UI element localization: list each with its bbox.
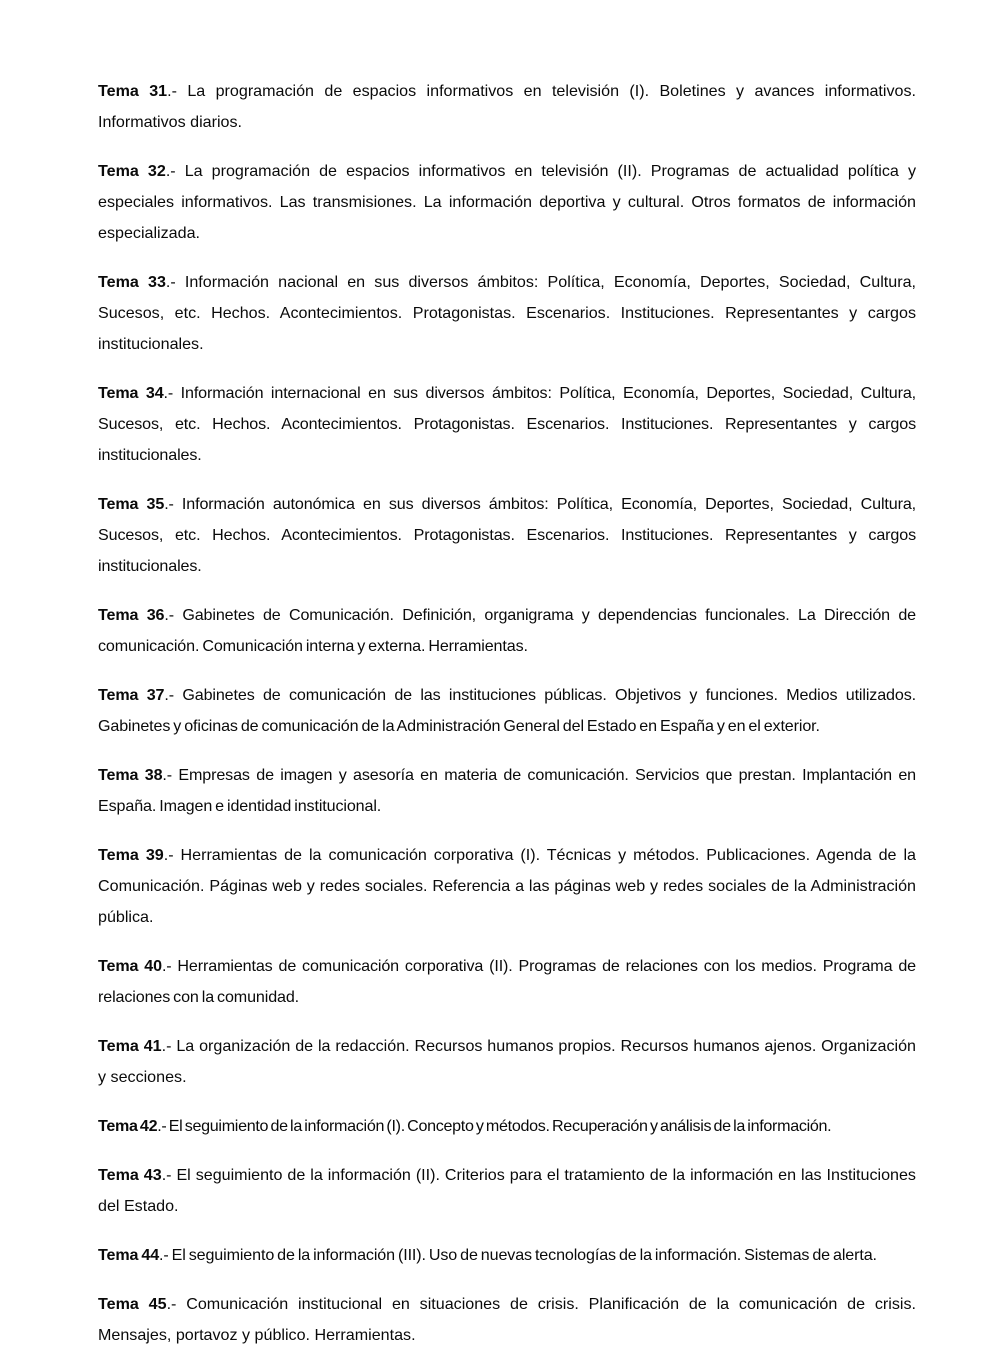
topic-paragraph (98, 680, 916, 742)
topic-text: .- La organización de la redacción. Recursos humanos propios. Recursos humanos ajenos. Organización y secciones. (98, 1037, 916, 1086)
topic-label: Tema 44 (98, 1246, 160, 1264)
topic-paragraph (98, 489, 916, 582)
topic-label: Tema 33 (98, 273, 166, 291)
topic-paragraph (98, 760, 916, 822)
topic-list (98, 76, 916, 1351)
topic-text: .- Información nacional en sus diversos ámbitos: Política, Economía, Deportes, Sociedad, Cultura, Sucesos, etc. Hechos. Acontecimientos. Protagonistas. Escenarios. Instituciones. Representantes y cargos institucionales. (98, 273, 916, 353)
topic-label: Tema 39 (98, 846, 164, 864)
topic-text: .- Información autonómica en sus diversos ámbitos: Política, Economía, Deportes, Sociedad, Cultura, Sucesos, etc. Hechos. Acontecimientos. Protagonistas. Escenarios. Instituciones. Representantes y cargos institucionales. (98, 495, 917, 575)
topic-label: Tema 34 (98, 384, 164, 402)
topic-label: Tema 43 (98, 1166, 162, 1184)
topic-label: Tema 41 (98, 1037, 162, 1055)
topic-text: .- Gabinetes de Comunicación. Definición, organigrama y dependencias funcionales. La Dirección de comunicación. Comunicación interna y externa. Herramientas. (98, 606, 917, 655)
topic-label: Tema 32 (98, 162, 166, 180)
topic-label: Tema 31 (98, 82, 168, 100)
topic-text: .- Empresas de imagen y asesoría en materia de comunicación. Servicios que prestan. Implantación en España. Imagen e identidad institucional. (98, 766, 916, 815)
topic-paragraph (98, 267, 916, 360)
topic-paragraph (98, 156, 916, 249)
topic-paragraph (98, 76, 916, 138)
topic-text: .- Herramientas de comunicación corporativa (II). Programas de relaciones con los medios. Programa de relaciones con la comunidad. (98, 957, 916, 1006)
topic-paragraph (98, 1111, 916, 1142)
topic-label: Tema 37 (98, 686, 165, 704)
topic-paragraph (98, 1160, 916, 1222)
topic-label: Tema 36 (98, 606, 165, 624)
topic-text: .- Herramientas de la comunicación corporativa (I). Técnicas y métodos. Publicaciones. Agenda de la Comunicación. Páginas web y redes sociales. Referencia a las páginas web y redes sociales de la Administración pública. (98, 846, 916, 926)
topic-label: Tema 35 (98, 495, 165, 513)
topic-paragraph (98, 378, 916, 471)
topic-label: Tema 45 (98, 1295, 167, 1313)
topic-label: Tema 40 (98, 957, 162, 975)
topic-text: .- La programación de espacios informativos en televisión (II). Programas de actualidad política y especiales informativos. Las transmisiones. La información deportiva y cultural. Otros formatos de información especializada. (98, 162, 916, 242)
topic-paragraph (98, 951, 916, 1013)
topic-text: .- Gabinetes de comunicación de las instituciones públicas. Objetivos y funciones. Medios utilizados. Gabinetes y oficinas de comunicación de la Administración General del Estado en España y en el exterior. (98, 686, 916, 735)
topic-text: .- El seguimiento de la información (III). Uso de nuevas tecnologías de la información. Sistemas de alerta. (159, 1246, 877, 1264)
topic-paragraph (98, 600, 916, 662)
topic-text: .- El seguimiento de la información (I). Concepto y métodos. Recuperación y análisis de la información. (157, 1117, 832, 1135)
topic-label: Tema 38 (98, 766, 163, 784)
topic-text: .- Información internacional en sus diversos ámbitos: Política, Economía, Deportes, Sociedad, Cultura, Sucesos, etc. Hechos. Acontecimientos. Protagonistas. Escenarios. Instituciones. Representantes y cargos institucionales. (98, 384, 916, 464)
topic-label: Tema 42 (98, 1117, 158, 1135)
topic-text: .- El seguimiento de la información (II). Criterios para el tratamiento de la información en las Instituciones del Estado. (98, 1166, 916, 1215)
topic-text: .- Comunicación institucional en situaciones de crisis. Planificación de la comunicación de crisis. Mensajes, portavoz y público. Herramientas. (98, 1295, 916, 1344)
topic-text: .- La programación de espacios informativos en televisión (I). Boletines y avances informativos. Informativos diarios. (98, 82, 916, 131)
topic-paragraph (98, 840, 916, 933)
topic-paragraph (98, 1240, 916, 1271)
topic-paragraph (98, 1031, 916, 1093)
topic-paragraph (98, 1289, 916, 1351)
